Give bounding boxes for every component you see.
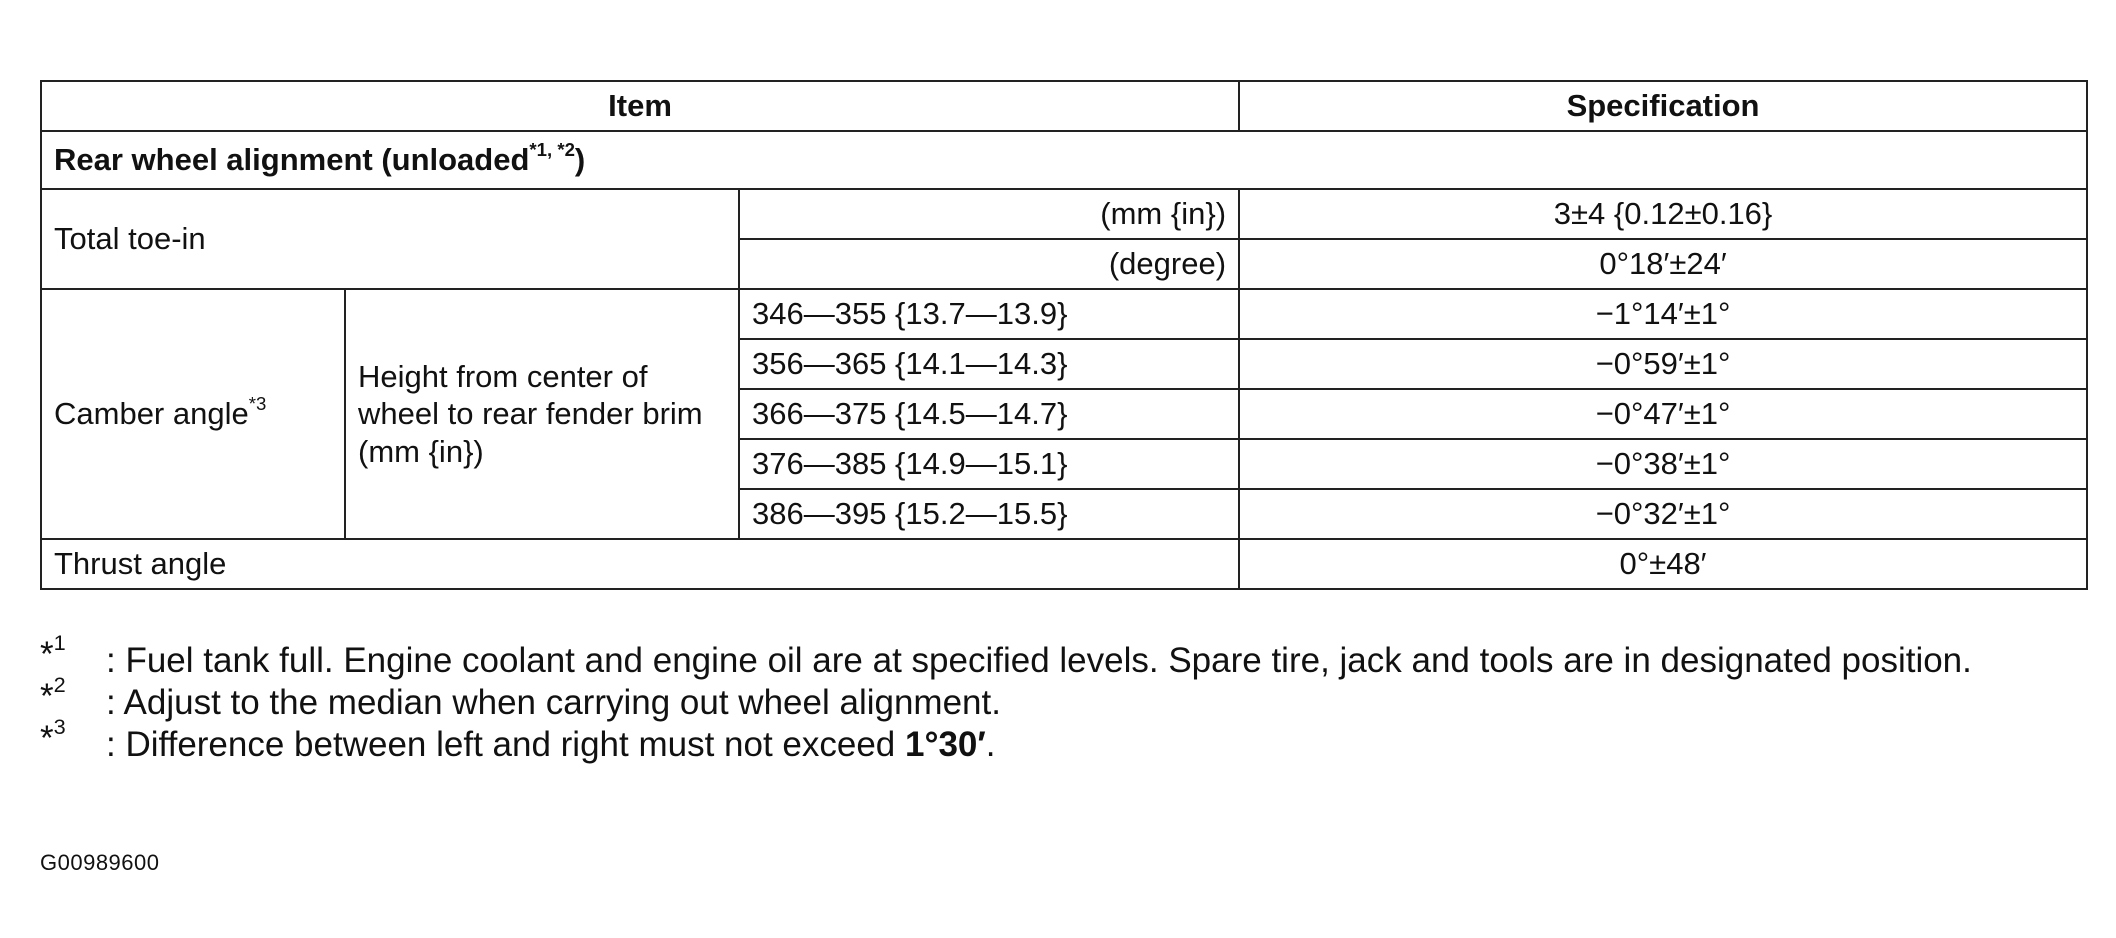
camber-condition: Height from center of wheel to rear fender brim (mm {in}) [345, 289, 739, 539]
camber-range: 366—375 {14.5—14.7} [739, 389, 1239, 439]
camber-value: −0°32′±1° [1239, 489, 2087, 539]
footnote-mark: *$^2$ [40, 672, 66, 716]
footnote-text: : Fuel tank full. Engine coolant and engine oil are at specified levels. Spare tire, jack and tools are in designated position. [106, 641, 1972, 680]
document-id: G00989600 [40, 850, 160, 875]
header-specification: Specification [1239, 81, 2087, 131]
section-title: Rear wheel alignment (unloaded$^{*1, *2}$) [41, 131, 2087, 189]
toe-in-value-degree: 0°18′±24′ [1239, 239, 2087, 289]
camber-value: −1°14′±1° [1239, 289, 2087, 339]
footnotes [40, 630, 2090, 766]
camber-value: −0°38′±1° [1239, 439, 2087, 489]
section-footnote-refs: *1, *2 [529, 139, 575, 161]
footnote-1 [40, 630, 2090, 682]
thrust-angle-label: Thrust angle [41, 539, 1239, 589]
camber-range: 386—395 {15.2—15.5} [739, 489, 1239, 539]
footnote-2 [40, 672, 2090, 724]
table-row [41, 189, 2087, 239]
footnote-mark: *$^3$ [40, 714, 66, 758]
camber-range: 376—385 {14.9—15.1} [739, 439, 1239, 489]
footnote-mark: *$^1$ [40, 630, 66, 674]
table-row [41, 289, 2087, 339]
toe-in-value-mm: 3±4 {0.12±0.16} [1239, 189, 2087, 239]
toe-in-label: Total toe-in [41, 189, 739, 289]
header-item: Item [41, 81, 1239, 131]
camber-footnote-ref: *3 [248, 393, 267, 415]
footnote-text: : Difference between left and right must not exceed 1°30′. [106, 725, 996, 764]
camber-value: −0°59′±1° [1239, 339, 2087, 389]
thrust-angle-value: 0°±48′ [1239, 539, 2087, 589]
camber-label: Camber angle$^{*3}$ [41, 289, 345, 539]
section-row [41, 131, 2087, 189]
toe-in-unit-mm: (mm {in}) [739, 189, 1239, 239]
toe-in-unit-degree: (degree) [739, 239, 1239, 289]
camber-value: −0°47′±1° [1239, 389, 2087, 439]
table-header-row [41, 81, 2087, 131]
footnote-3 [40, 714, 2090, 766]
max-difference-value: 1°30′ [904, 725, 986, 764]
table-row [41, 539, 2087, 589]
spec-table [40, 80, 2088, 590]
footnote-text: : Adjust to the median when carrying out wheel alignment. [106, 683, 1001, 722]
camber-range: 356—365 {14.1—14.3} [739, 339, 1239, 389]
camber-range: 346—355 {13.7—13.9} [739, 289, 1239, 339]
